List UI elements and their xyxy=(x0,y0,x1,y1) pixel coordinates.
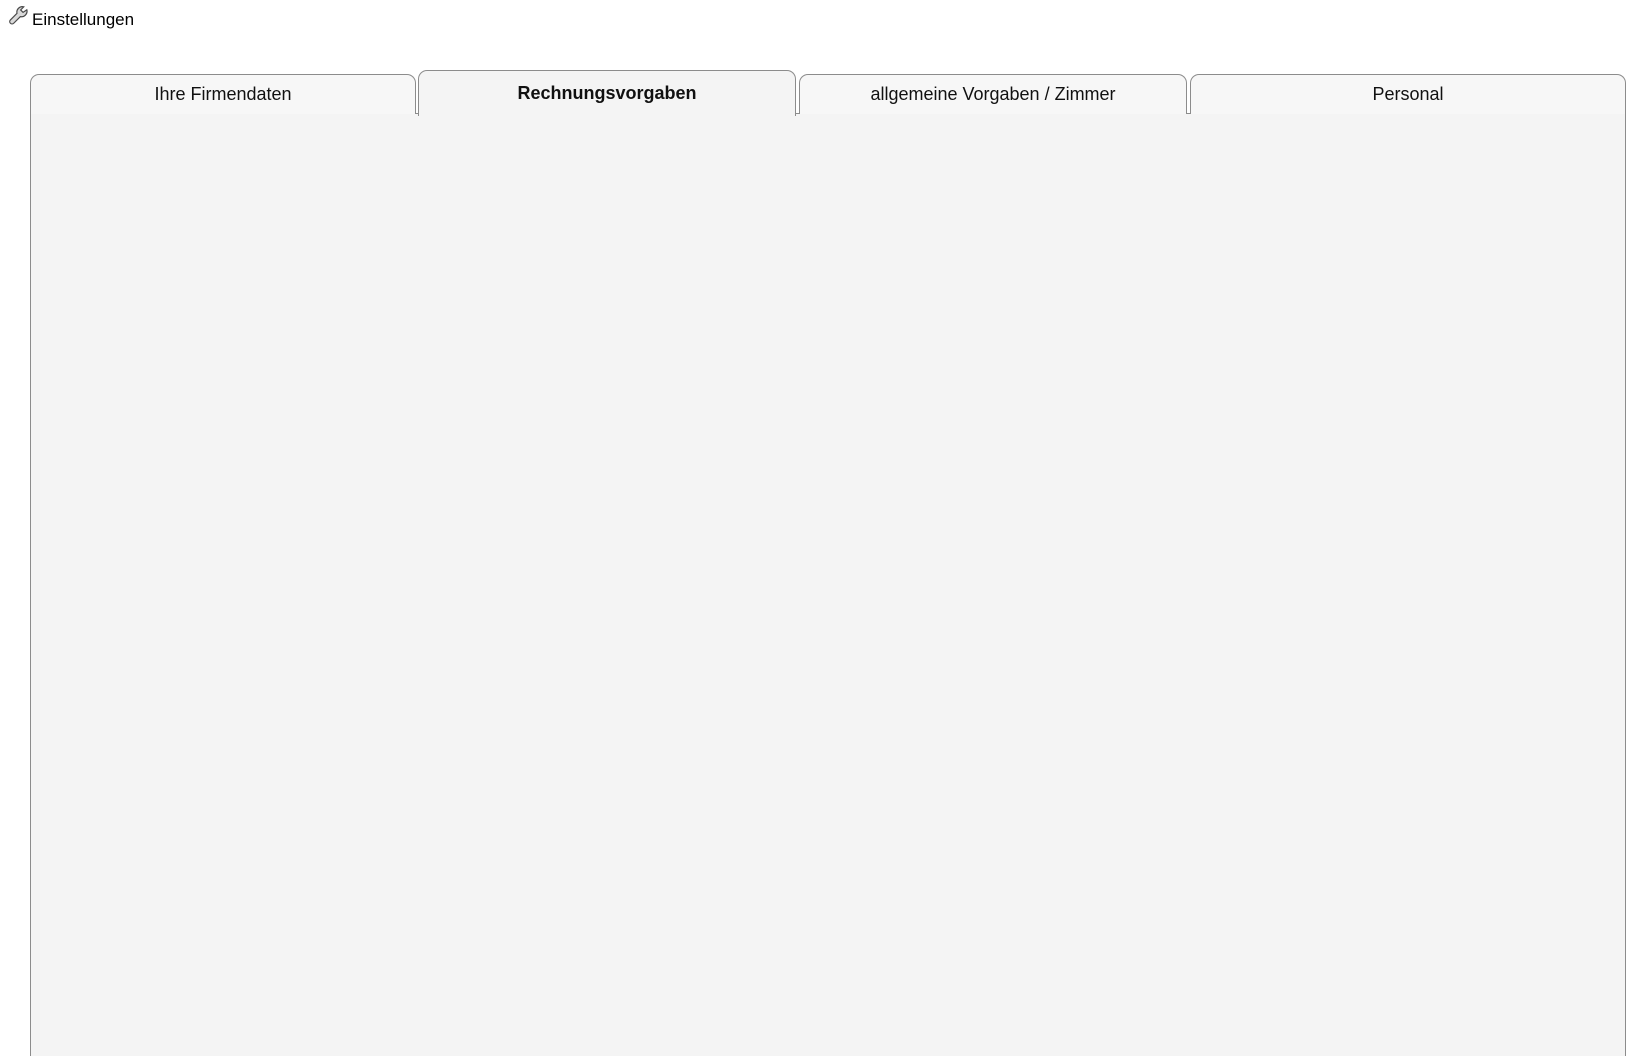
tab-ihre-firmendaten[interactable]: Ihre Firmendaten xyxy=(30,74,416,114)
tab-content-panel xyxy=(30,113,1626,1056)
tab-personal[interactable]: Personal xyxy=(1190,74,1626,114)
tab-rechnungsvorgaben[interactable]: Rechnungsvorgaben xyxy=(418,70,796,116)
tab-allgemeine-vorgaben-zimmer[interactable]: allgemeine Vorgaben / Zimmer xyxy=(799,74,1187,114)
wrench-icon xyxy=(6,5,28,27)
window-title: Einstellungen xyxy=(32,10,135,29)
